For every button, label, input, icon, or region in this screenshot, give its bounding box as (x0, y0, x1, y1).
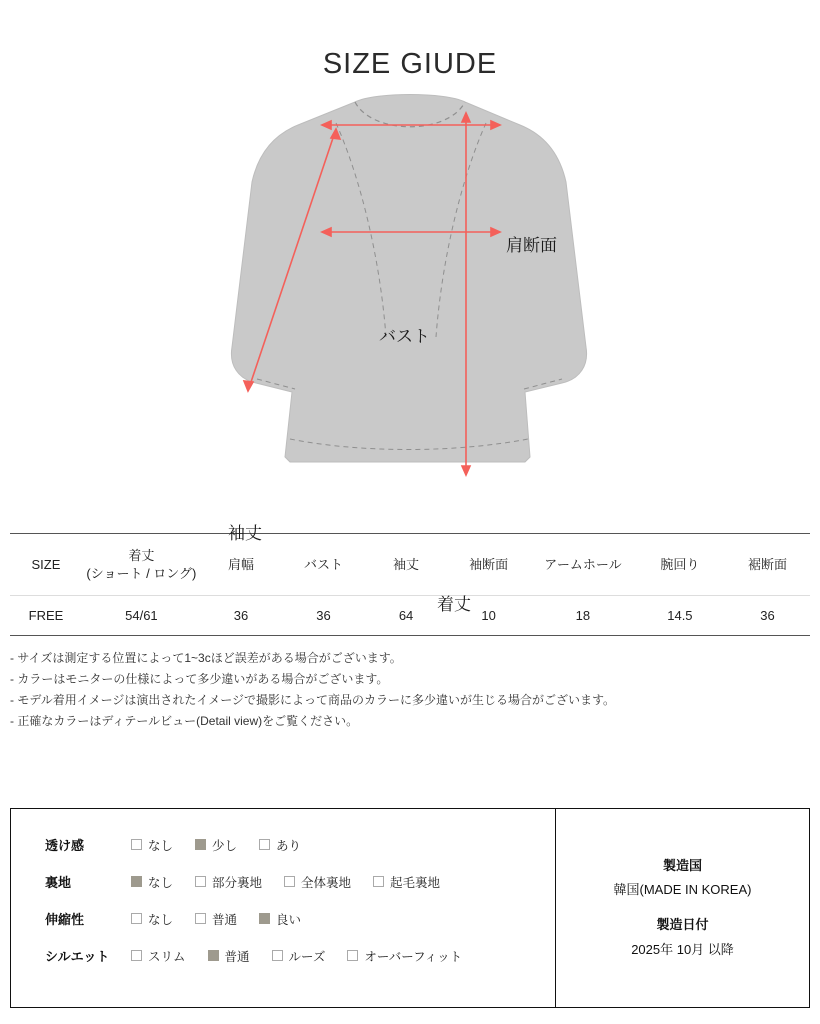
attribute-label: シルエット (45, 949, 110, 964)
label-sleeve: 袖丈 (228, 524, 262, 543)
garment-shape (231, 95, 586, 463)
option-label: 良い (276, 912, 302, 927)
attribute-option[interactable] (195, 910, 237, 928)
attribute-row-silhouette (45, 946, 555, 965)
note-item: - サイズは測定する位置によって1~3cほど誤差がある場合がございます。 (10, 651, 402, 666)
header-hem-section: 裾断面 (748, 556, 788, 572)
cell-arm-circumference: 14.5 (667, 608, 693, 624)
header-armhole: アームホール (544, 556, 622, 572)
option-label: スリム (148, 949, 186, 964)
page-title: SIZE GIUDE (322, 48, 498, 80)
checkbox-icon[interactable] (259, 839, 270, 850)
note-item: - 正確なカラーはディテールビュー(Detail view)をご覧ください。 (10, 714, 359, 729)
attribute-label: 透け感 (45, 838, 85, 853)
checkbox-icon[interactable] (195, 839, 206, 850)
checkbox-icon[interactable] (131, 950, 142, 961)
attribute-option[interactable] (131, 910, 173, 928)
attribute-option[interactable] (131, 836, 173, 854)
garment-illustration (0, 87, 820, 527)
option-label: 普通 (212, 912, 238, 927)
header-length (82, 534, 201, 596)
date-value: 2025年 10月 以降 (631, 941, 734, 957)
option-label: あり (276, 838, 302, 853)
checkbox-icon[interactable] (131, 839, 142, 850)
checkbox-icon[interactable] (195, 913, 206, 924)
label-length: 着丈 (437, 595, 471, 614)
cell-armhole: 18 (575, 608, 591, 624)
attributes-panel (11, 809, 556, 1007)
cell-sleeve-length: 64 (398, 608, 414, 624)
checkbox-icon[interactable] (259, 913, 270, 924)
option-label: 起毛裏地 (390, 875, 441, 890)
product-info-box (10, 808, 810, 1008)
cell-bust: 36 (316, 608, 331, 624)
option-label: なし (148, 875, 174, 890)
note-item: - モデル着用イメージは演出されたイメージで撮影によって商品のカラーに多少違いが生じる場合がございます。 (10, 693, 616, 708)
option-label: ルーズ (288, 949, 326, 964)
header-sleeve-section: 袖断面 (469, 556, 509, 572)
checkbox-icon[interactable] (131, 876, 142, 887)
attribute-option[interactable] (272, 947, 326, 965)
attribute-row-stretch (45, 909, 555, 928)
attribute-option[interactable] (131, 873, 173, 891)
attribute-option[interactable] (195, 873, 262, 891)
checkbox-icon[interactable] (284, 876, 295, 887)
header-arm-circumference: 腕回り (660, 556, 700, 572)
option-label: 部分裏地 (212, 875, 263, 890)
size-table-head (10, 534, 810, 596)
attribute-row-sheerness (45, 835, 555, 854)
header-length-line2: (ショート / ロング) (86, 565, 197, 581)
cell-sleeve-section: 10 (481, 608, 496, 624)
attribute-option[interactable] (284, 873, 351, 891)
attribute-label: 裏地 (45, 875, 72, 890)
checkbox-icon[interactable] (131, 913, 142, 924)
checkbox-icon[interactable] (347, 950, 358, 961)
cell-length: 54/61 (125, 608, 158, 624)
table-header-row (10, 534, 810, 596)
date-label: 製造日付 (656, 917, 709, 932)
country-label: 製造国 (662, 857, 702, 873)
cell-size: FREE (28, 608, 64, 624)
label-shoulder: 肩断面 (506, 236, 557, 255)
attribute-option[interactable] (259, 836, 301, 854)
option-label: 少し (212, 838, 238, 853)
checkbox-icon[interactable] (195, 876, 206, 887)
header-shoulder-width: 肩幅 (227, 556, 254, 572)
attribute-option[interactable] (131, 947, 186, 965)
country-value: 韓国(MADE IN KOREA) (613, 882, 752, 898)
checkbox-icon[interactable] (373, 876, 384, 887)
manufacture-panel (556, 809, 809, 1007)
attribute-option[interactable] (208, 947, 250, 965)
attribute-option[interactable] (373, 873, 440, 891)
option-label: 全体裏地 (301, 875, 352, 890)
option-label: なし (148, 912, 174, 927)
cell-shoulder-width: 36 (233, 608, 249, 624)
size-table (10, 533, 810, 636)
attribute-option[interactable] (347, 947, 462, 965)
cell-hem-section: 36 (760, 608, 775, 624)
attribute-label: 伸縮性 (45, 912, 85, 927)
checkbox-icon[interactable] (272, 950, 283, 961)
label-bust: バスト (379, 327, 430, 346)
header-sleeve-length: 袖丈 (393, 556, 420, 572)
header-length-line1: 着丈 (128, 548, 155, 563)
table-row (10, 596, 810, 636)
attribute-row-lining (45, 872, 555, 891)
size-table-body (10, 596, 810, 636)
note-item: - カラーはモニターの仕様によって多少違いがある場合がございます。 (10, 672, 389, 687)
header-bust: バスト (303, 556, 343, 572)
option-label: 普通 (224, 949, 250, 964)
option-label: オーバーフィット (364, 949, 463, 964)
header-size: SIZE (31, 556, 61, 572)
checkbox-icon[interactable] (208, 950, 219, 961)
option-label: なし (148, 838, 174, 853)
attribute-option[interactable] (259, 910, 301, 928)
attribute-option[interactable] (195, 836, 237, 854)
notes-list (10, 648, 810, 732)
